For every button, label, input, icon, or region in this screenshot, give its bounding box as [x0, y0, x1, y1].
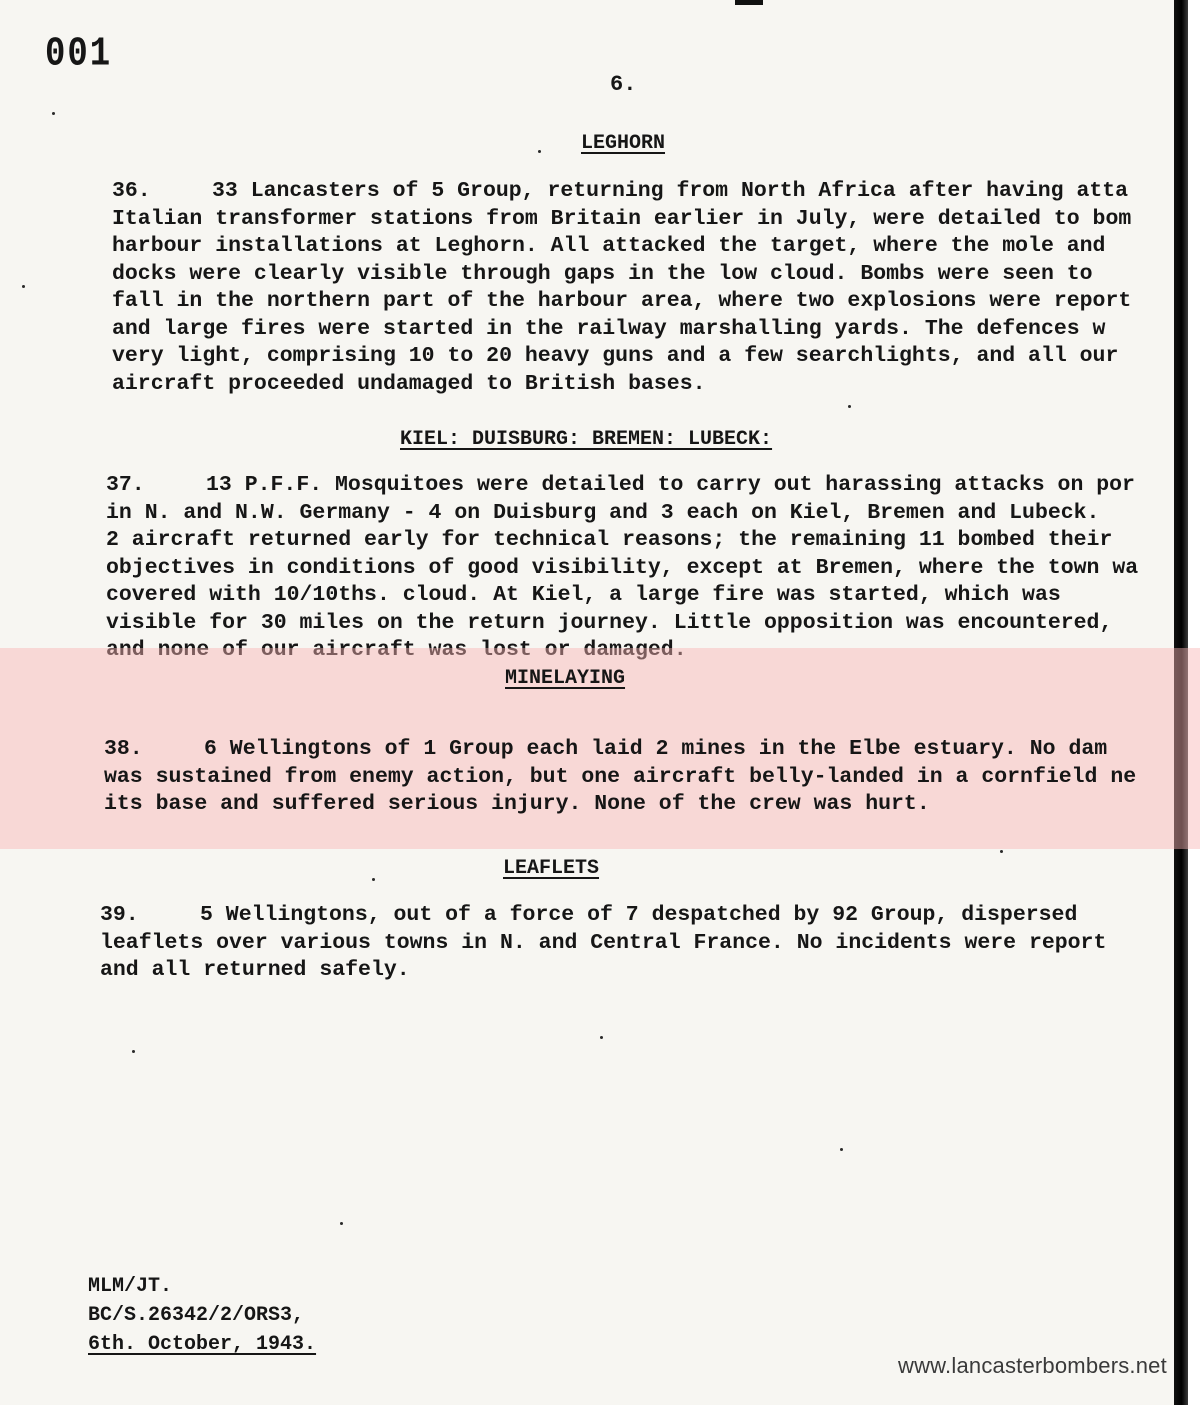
paragraph-line: in N. and N.W. Germany - 4 on Duisburg and 3 each on Kiel, Bremen and Lubeck.	[106, 500, 1100, 525]
paragraph-line: Italian transformer stations from Britain earlier in July, were detailed to bom	[112, 206, 1132, 231]
paragraph-line: fall in the northern part of the harbour area, where two explosions were report	[112, 289, 1132, 313]
section-heading-minelaying: MINELAYING	[505, 667, 626, 690]
paragraph-line: 2 aircraft returned early for technical reasons; the remaining 11 bombed their	[106, 528, 1113, 552]
paragraph-line: leaflets over various towns in N. and Central France. No incidents were report	[100, 930, 1107, 955]
section-heading-leaflets: LEAFLETS	[503, 857, 600, 880]
paragraph-number: 39.	[100, 903, 139, 927]
paragraph-line: very light, comprising 10 to 20 heavy guns and a few searchlights, and all our	[112, 344, 1119, 368]
paragraph-line: visible for 30 miles on the return journey. Little opposition was encountered,	[106, 610, 1113, 635]
scan-speck	[600, 1036, 603, 1039]
section-heading-leghorn: LEGHORN	[581, 132, 666, 155]
paragraph-line: was sustained from enemy action, but one aircraft belly-landed in a cornfield ne	[104, 764, 1137, 789]
paragraph-line: its base and suffered serious injury. None of the crew was hurt.	[104, 792, 930, 816]
scan-speck	[372, 878, 375, 881]
scan-speck	[538, 150, 541, 153]
footer-file-reference: BC/S.26342/2/ORS3,	[88, 1304, 305, 1327]
paragraph-number: 38.	[104, 737, 143, 761]
scan-artifact	[735, 0, 763, 5]
paragraph-line: 37. 13 P.F.F. Mosquitoes were detailed to carry out harassing attacks on por	[106, 472, 1138, 500]
footer-reference	[88, 1272, 316, 1359]
paragraph-line: aircraft proceeded undamaged to British bases.	[112, 371, 706, 396]
scan-speck	[848, 405, 851, 408]
paragraph-line: and all returned safely.	[100, 958, 410, 982]
scan-speck	[840, 1148, 843, 1151]
scan-speck	[52, 112, 55, 115]
scan-speck	[132, 1050, 135, 1053]
paragraph-line: 38. 6 Wellingtons of 1 Group each laid 2 mines in the Elbe estuary. No dam	[104, 736, 1136, 764]
scan-speck	[22, 285, 25, 288]
corner-stamp: 001	[45, 32, 113, 78]
footer-date: 6th. October, 1943.	[88, 1333, 317, 1356]
page-number: 6.	[610, 72, 637, 97]
section-heading-kiel-duisburg-bremen-lubeck: KIEL: DUISBURG: BREMEN: LUBECK:	[400, 428, 773, 451]
paragraph-37	[106, 472, 1138, 665]
paragraph-line: docks were clearly visible through gaps in the low cloud. Bombs were seen to	[112, 261, 1093, 286]
paragraph-number: 36.	[112, 179, 151, 203]
paragraph-line: and large fires were started in the railway marshalling yards. The defences w	[112, 316, 1106, 341]
scan-speck	[340, 1222, 343, 1225]
paragraph-line: and none of our aircraft was lost or damaged.	[106, 638, 687, 662]
paragraph-number: 37.	[106, 473, 145, 497]
watermark: www.lancasterbombers.net	[898, 1353, 1167, 1378]
paragraph-line: covered with 10/10ths. cloud. At Kiel, a large fire was started, which was	[106, 583, 1061, 607]
scan-speck	[1000, 850, 1003, 853]
paragraph-line: 39. 5 Wellingtons, out of a force of 7 despatched by 92 Group, dispersed	[100, 902, 1106, 930]
paragraph-line: 36. 33 Lancasters of 5 Group, returning from North Africa after having atta	[112, 178, 1131, 206]
paragraph-line: objectives in conditions of good visibility, except at Bremen, where the town wa	[106, 555, 1139, 580]
footer-initials: MLM/JT.	[88, 1275, 173, 1298]
paragraph-38	[104, 736, 1136, 819]
paragraph-line: harbour installations at Leghorn. All attacked the target, where the mole and	[112, 234, 1106, 258]
paragraph-36	[112, 178, 1131, 398]
paragraph-39	[100, 902, 1106, 985]
